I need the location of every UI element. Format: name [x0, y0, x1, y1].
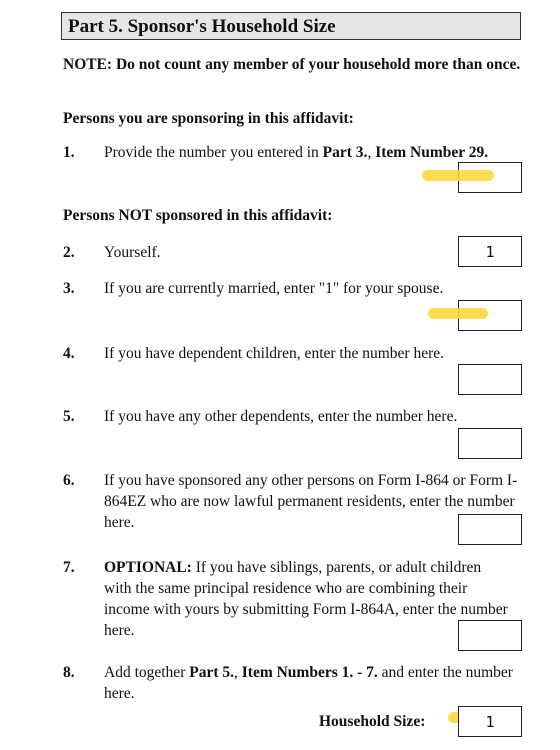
highlight-mark [428, 308, 488, 319]
item-number: 3. [63, 280, 75, 297]
part-title: Part 5. Sponsor's Household Size [68, 16, 336, 37]
item-number: 1. [63, 144, 75, 161]
item-6-input[interactable] [458, 514, 522, 545]
item-number: 6. [63, 472, 75, 489]
item-text: OPTIONAL: If you have siblings, parents, or adult children with the same principal residence who are combining their income with yours by submitting Form I-864A, enter the number here. [104, 559, 508, 639]
highlight-mark [422, 170, 494, 181]
item-text: Yourself. [104, 244, 161, 261]
item-text: If you are currently married, enter "1" for your spouse. [104, 280, 444, 297]
item-4-input[interactable] [458, 364, 522, 395]
section-heading-sponsored: Persons you are sponsoring in this affidavit: [63, 110, 354, 127]
note-text: NOTE: Do not count any member of your household more than once. [63, 56, 521, 73]
item-number: 2. [63, 244, 75, 261]
item-text: If you have sponsored any other persons on Form I-864 or Form I-864EZ who are now lawful permanent residents, enter the number here. [104, 472, 518, 531]
item-number: 4. [63, 345, 75, 362]
item-text: If you have dependent children, enter the number here. [104, 345, 444, 362]
item-7-input[interactable] [458, 620, 522, 651]
item-5-input[interactable] [458, 428, 522, 459]
item-text: Provide the number you entered in Part 3., Item Number 29. [104, 144, 489, 161]
part-header [61, 12, 521, 40]
household-size-input[interactable]: 1 [458, 706, 522, 737]
household-size-label: Household Size: [319, 713, 426, 730]
item-number: 8. [63, 664, 75, 681]
section-heading-not-sponsored: Persons NOT sponsored in this affidavit: [63, 207, 333, 224]
item-number: 7. [63, 559, 75, 576]
item-number: 5. [63, 408, 75, 425]
item-2-input[interactable]: 1 [458, 236, 522, 267]
item-text: If you have any other dependents, enter the number here. [104, 408, 458, 425]
item-text: Add together Part 5., Item Numbers 1. - 7. and enter the number here. [104, 664, 513, 702]
